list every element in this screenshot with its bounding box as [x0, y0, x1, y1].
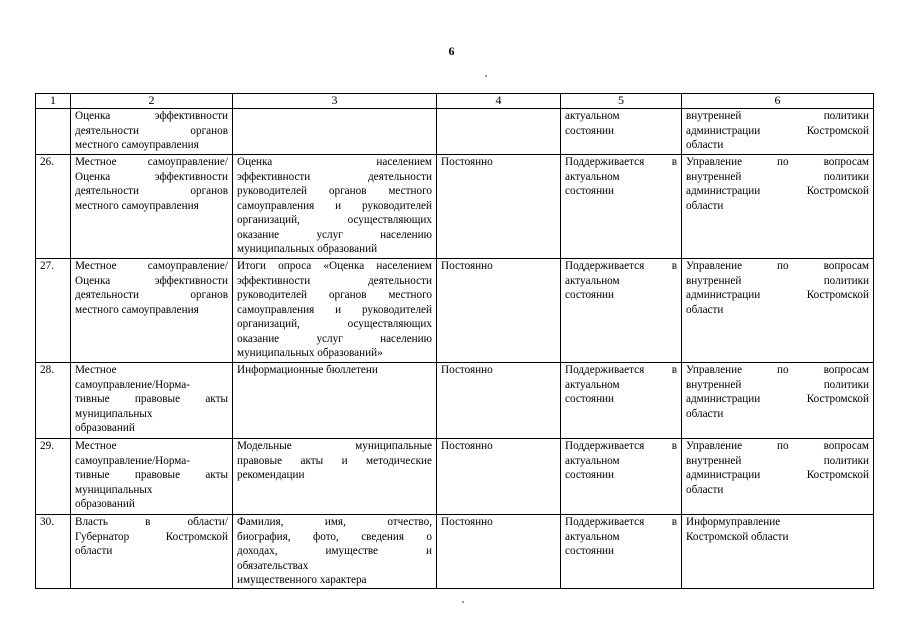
- cell-line: области: [686, 199, 724, 212]
- cell-line: местного самоуправления: [75, 303, 199, 316]
- responsible-cell: [682, 439, 874, 515]
- cell-line: Оценка эффективности: [75, 110, 228, 122]
- content-cell: [233, 439, 437, 515]
- cell-line: Поддерживается в: [565, 364, 677, 376]
- section-cell: [71, 109, 233, 155]
- cell-line: тивные правовые акты: [75, 393, 228, 405]
- cell-line: муниципальных: [75, 407, 153, 420]
- cell-line: оказание услуг населению: [237, 332, 432, 345]
- cell-line: Местное: [75, 364, 117, 376]
- row-number: 28.: [36, 363, 71, 439]
- cell-line: Поддерживается в: [565, 516, 677, 528]
- cell-line: администрации Костромской: [686, 289, 869, 301]
- content-cell: [233, 109, 437, 155]
- cell-line: состоянии: [565, 393, 615, 405]
- cell-line: руководителей органов местного: [237, 185, 432, 197]
- content-cell: [233, 515, 437, 589]
- header-cell-4: 4: [437, 94, 561, 109]
- cell-line: Фамилия, имя, отчество,: [237, 516, 432, 528]
- cell-line: правовые акты и методические: [237, 454, 432, 467]
- cell-line: доходах, имуществе и: [237, 545, 432, 557]
- cell-line: Информуправление: [686, 516, 781, 528]
- cell-line: муниципальных: [75, 483, 153, 496]
- section-cell: [71, 439, 233, 515]
- cell-line: внутренней политики: [686, 274, 869, 287]
- cell-line: эффективности деятельности: [237, 170, 432, 183]
- table-row: [36, 259, 874, 363]
- cell-line: состоянии: [565, 124, 615, 137]
- header-row: [36, 94, 874, 109]
- cell-line: Костромской области: [686, 530, 789, 543]
- header-cell-5: 5: [561, 94, 682, 109]
- header-cell-1: 1: [36, 94, 71, 109]
- cell-line: обязательствах: [237, 559, 309, 572]
- cell-line: деятельности органов: [75, 185, 228, 197]
- cell-line: Итоги опроса «Оценка населением: [237, 260, 432, 272]
- cell-line: внутренней политики: [686, 170, 869, 183]
- cell-line: состоянии: [565, 289, 615, 301]
- status-cell: [561, 363, 682, 439]
- cell-line: оказание услуг населению: [237, 228, 432, 241]
- cell-line: имущественного характера: [237, 574, 367, 586]
- content-cell: [233, 155, 437, 259]
- cell-line: муниципальных образований»: [237, 347, 383, 359]
- section-cell: [71, 155, 233, 259]
- frequency-cell: Постоянно: [437, 515, 561, 589]
- cell-line: Управление по вопросам: [686, 440, 869, 452]
- frequency-cell: Постоянно: [437, 439, 561, 515]
- cell-line: актуальном: [565, 378, 620, 391]
- row-number: [36, 109, 71, 155]
- cell-line: области: [686, 303, 724, 316]
- responsible-cell: [682, 109, 874, 155]
- cell-line: самоуправление/Норма-: [75, 454, 190, 467]
- cell-line: организаций, осуществляющих: [237, 318, 432, 330]
- scan-speck: [485, 75, 487, 77]
- cell-line: Местное самоуправление/: [75, 156, 228, 168]
- header-cell-3: 3: [233, 94, 437, 109]
- cell-line: муниципальных образований: [237, 243, 378, 255]
- cell-line: Поддерживается в: [565, 260, 677, 272]
- responsible-cell: [682, 155, 874, 259]
- section-cell: [71, 259, 233, 363]
- cell-line: Оценка населением: [237, 156, 432, 168]
- cell-line: состоянии: [565, 545, 615, 557]
- cell-line: местного самоуправления: [75, 199, 199, 212]
- cell-line: области: [686, 483, 724, 496]
- table-row: [36, 439, 874, 515]
- cell-line: местного самоуправления: [75, 139, 199, 151]
- cell-line: состоянии: [565, 185, 615, 197]
- content-cell: [233, 259, 437, 363]
- document-table: [35, 93, 874, 589]
- cell-line: Губернатор Костромской: [75, 530, 228, 543]
- cell-line: самоуправления и руководителей: [237, 303, 432, 316]
- cell-line: биография, фото, сведения о: [237, 530, 432, 543]
- cell-line: администрации Костромской: [686, 469, 869, 481]
- scan-speck: [462, 601, 464, 603]
- row-number: 26.: [36, 155, 71, 259]
- responsible-cell: [682, 515, 874, 589]
- cell-line: Управление по вопросам: [686, 364, 869, 376]
- table-row: [36, 155, 874, 259]
- cell-line: Оценка эффективности: [75, 274, 228, 287]
- table-row: [36, 109, 874, 155]
- cell-line: рекомендации: [237, 469, 305, 481]
- cell-line: Управление по вопросам: [686, 260, 869, 272]
- responsible-cell: [682, 259, 874, 363]
- section-cell: [71, 515, 233, 589]
- cell-line: деятельности органов: [75, 124, 228, 137]
- cell-line: Власть в области/: [75, 516, 228, 528]
- section-cell: [71, 363, 233, 439]
- cell-line: области: [75, 545, 113, 557]
- cell-line: актуальном: [565, 530, 620, 543]
- row-number: 29.: [36, 439, 71, 515]
- cell-line: Модельные муниципальные: [237, 440, 432, 452]
- cell-line: Местное: [75, 440, 117, 452]
- cell-line: администрации Костромской: [686, 124, 869, 137]
- cell-line: актуальном: [565, 274, 620, 287]
- content-cell: [233, 363, 437, 439]
- frequency-cell: Постоянно: [437, 363, 561, 439]
- cell-line: области: [686, 139, 724, 151]
- row-number: 27.: [36, 259, 71, 363]
- row-number: 30.: [36, 515, 71, 589]
- header-cell-6: 6: [682, 94, 874, 109]
- cell-line: Поддерживается в: [565, 156, 677, 168]
- cell-line: внутренней политики: [686, 378, 869, 391]
- table-row: [36, 363, 874, 439]
- frequency-cell: Постоянно: [437, 259, 561, 363]
- cell-line: Местное самоуправление/: [75, 260, 228, 272]
- cell-line: актуальном: [565, 454, 620, 467]
- cell-line: внутренней политики: [686, 110, 869, 122]
- responsible-cell: [682, 363, 874, 439]
- cell-line: образований: [75, 422, 135, 434]
- cell-line: актуальном: [565, 170, 620, 183]
- frequency-cell: [437, 109, 561, 155]
- page-number: 6: [448, 44, 455, 58]
- cell-line: состоянии: [565, 469, 615, 481]
- status-cell: [561, 515, 682, 589]
- cell-line: администрации Костромской: [686, 393, 869, 405]
- status-cell: [561, 109, 682, 155]
- cell-line: Поддерживается в: [565, 440, 677, 452]
- cell-line: Управление по вопросам: [686, 156, 869, 168]
- cell-line: самоуправления и руководителей: [237, 199, 432, 212]
- cell-line: эффективности деятельности: [237, 274, 432, 287]
- cell-line: образований: [75, 498, 135, 510]
- cell-line: самоуправление/Норма-: [75, 378, 190, 391]
- cell-line: Оценка эффективности: [75, 170, 228, 183]
- table-row: [36, 515, 874, 589]
- cell-line: внутренней политики: [686, 454, 869, 467]
- status-cell: [561, 439, 682, 515]
- cell-line: организаций, осуществляющих: [237, 214, 432, 226]
- cell-line: деятельности органов: [75, 289, 228, 301]
- cell-line: администрации Костромской: [686, 185, 869, 197]
- cell-line: актуальном: [565, 110, 620, 122]
- status-cell: [561, 259, 682, 363]
- frequency-cell: Постоянно: [437, 155, 561, 259]
- cell-line: Информационные бюллетени: [237, 364, 378, 376]
- cell-line: области: [686, 407, 724, 420]
- cell-line: руководителей органов местного: [237, 289, 432, 301]
- header-cell-2: 2: [71, 94, 233, 109]
- status-cell: [561, 155, 682, 259]
- cell-line: тивные правовые акты: [75, 469, 228, 481]
